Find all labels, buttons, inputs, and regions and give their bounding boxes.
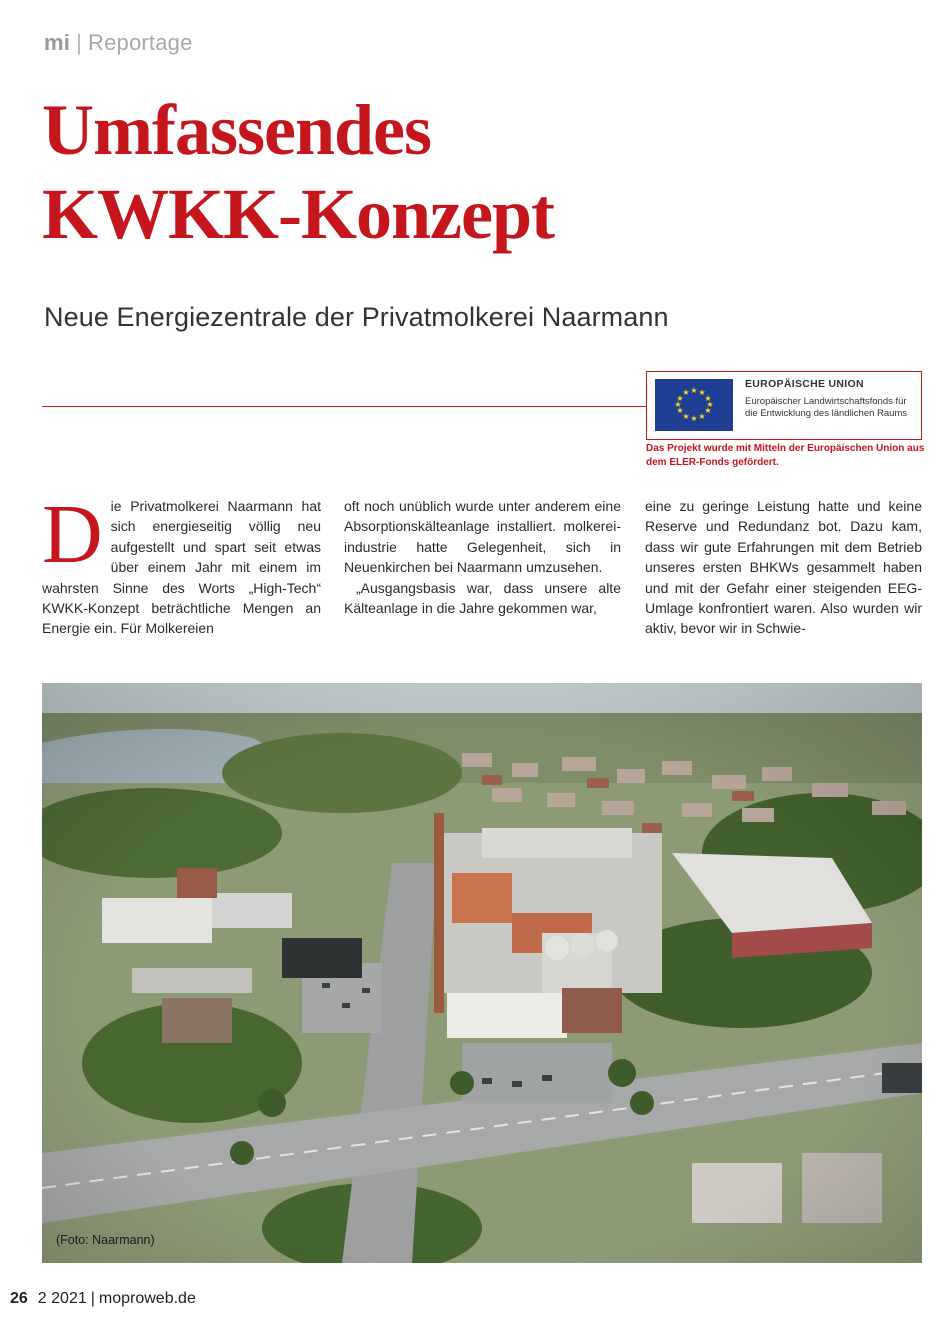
article-column-1 [42,488,321,639]
article-title [42,88,742,256]
article-subtitle: Neue Energiezentrale der Privatmolkerei Naarmann [44,302,669,332]
magazine-brand: mi [44,30,71,55]
photo-caption: (Foto: Naarmann) [56,1233,155,1247]
page-footer [10,1290,196,1308]
title-divider [42,406,648,407]
issue-number: 2 2021 [37,1290,87,1307]
eu-funding-note: Das Projekt wurde mit Mitteln der Europäischen Union aus dem ELER-Fonds gefördert. [646,443,925,468]
page-number: 26 [10,1290,28,1307]
article-column-3 [645,496,922,639]
drop-cap: D [42,488,103,581]
title-line-2: KWKK-Konzept [42,174,554,254]
column-2-paragraph-1: oft noch unüblich wurde unter anderem eine Absorptionskälteanlage installiert. molkerei-industrie hatte Gelegenheit, sich in Neuenkirchen bei Naarmann umzusehen. [344,498,621,576]
column-3-text: eine zu geringe Leistung hatte und keine Reserve und Redundanz bot. Dazu kam, dass wir gute Erfahrungen mit dem Betrieb unseres ersten BHKWs gesammelt haben und mit der Gefahr einer steigenden EEG-Umlage konfrontiert waren. Also wurden wir aktiv, bevor wir in Schwie- [645,498,922,637]
aerial-photo-illustration [42,683,922,1263]
eu-title: EUROPÄISCHE UNION [745,378,864,390]
footer-separator: | [90,1290,95,1307]
section-tag [44,30,193,56]
eu-funding-box [646,371,922,440]
article-column-2 [344,496,621,618]
section-name: Reportage [88,30,193,55]
title-line-1: Umfassendes [42,90,432,170]
header-separator: | [76,30,82,55]
aerial-photo [42,683,922,1263]
website-link[interactable]: moproweb.de [98,1290,196,1307]
column-1-text: ie Privatmolkerei Naarmann hat sich energieseitig völlig neu aufgestellt und spart seit etwas über einem Jahr mit einem im wahrsten Sinne des Worts „High-Tech“ KWKK-Konzept beträchtliche Mengen an Energie ein. Für Molkereien [42,498,321,637]
column-2-paragraph-2: „Ausgangsbasis war, dass unsere alte Kälteanlage in die Jahre gekommen war, [344,579,621,617]
eu-flag-icon: ★ ★ ★ ★ ★ ★ ★ ★ ★ ★ ★ ★ [655,379,733,431]
eu-fund-name: Europäischer Landwirtschaftsfonds für die Entwicklung des ländlichen Raums [745,396,908,419]
